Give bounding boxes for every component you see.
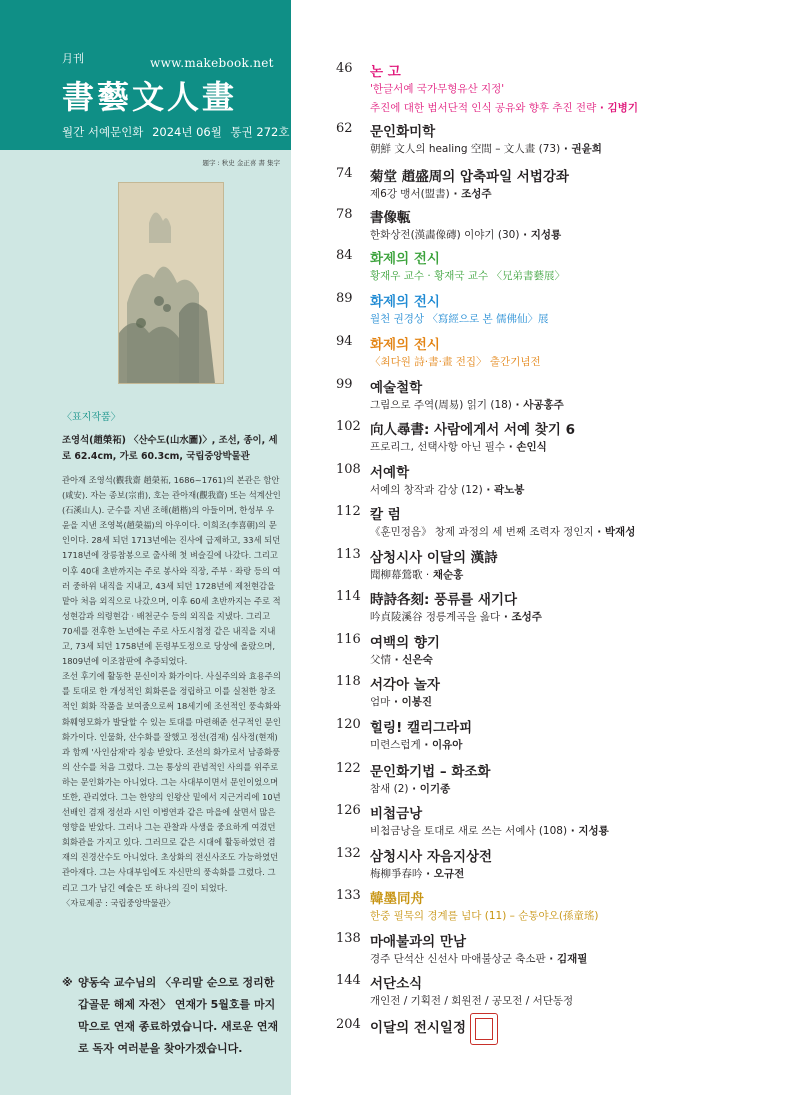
toc-section-title: 화제의 전시	[370, 251, 440, 267]
toc-section-title: 삼청시사 이달의 漢詩	[370, 550, 498, 566]
toc-section-title: 向人尋書: 사람에게서 서예 찾기 6	[370, 422, 575, 438]
toc-article-subtitle	[370, 354, 541, 369]
toc-page-number: 138	[336, 931, 361, 946]
toc-article-subtitle	[370, 694, 432, 709]
toc-subtitle-text: 吟貞陵溪谷 정릉계곡을 읊다	[370, 611, 501, 623]
toc-page-number: 133	[336, 888, 361, 903]
cover-painting-image	[118, 182, 224, 384]
toc-subtitle-text: 경주 단석산 신선사 마애불상군 축소판	[370, 953, 546, 965]
toc-subtitle-text: '한글서예 국가무형유산 지정'	[370, 83, 505, 95]
masthead	[0, 0, 291, 150]
cover-heading: 〈표지작품〉	[62, 412, 121, 423]
toc-subtitle-text: 참새 (2)	[370, 783, 409, 795]
toc-author: · 지성룡	[519, 229, 562, 241]
toc-author: 채순홍	[429, 569, 464, 581]
toc-section-title: 마애불과의 만남	[370, 934, 466, 950]
toc-page-number: 204	[336, 1017, 361, 1032]
toc-subtitle-text: 서예의 창작과 감상 (12)	[370, 484, 483, 496]
toc-page-number: 108	[336, 462, 361, 477]
toc-article-subtitle	[370, 524, 635, 539]
toc-subtitle-text: 황재우 교수 · 황재국 교수 〈兄弟書藝展〉	[370, 270, 565, 282]
toc-section-title: 칼 럼	[370, 507, 401, 523]
toc-section-title: 서각아 놀자	[370, 677, 440, 693]
toc-article-subtitle	[370, 908, 599, 923]
landscape-painting-icon	[119, 183, 223, 383]
toc-author: · 김재필	[545, 953, 588, 965]
toc-section-title: 화제의 전시	[370, 294, 440, 310]
toc-section-title: 韓墨同舟	[370, 891, 424, 907]
toc-page-number: 113	[336, 547, 361, 562]
toc-author: · 이봉진	[390, 696, 433, 708]
toc-section-title: 화제의 전시	[370, 337, 440, 353]
toc-section-title: 書像甎	[370, 210, 411, 226]
toc-section-title: 여백의 향기	[370, 635, 440, 651]
toc-article-subtitle	[370, 186, 492, 201]
toc-section-title: 時詩各刻: 풍류를 새기다	[370, 592, 518, 608]
toc-subtitle-text: 제6강 맹서(盟書)	[370, 188, 450, 200]
toc-article-subtitle	[370, 439, 547, 454]
toc-subtitle-text: 미련스럽게	[370, 739, 421, 751]
toc-subtitle-text: 한중 필묵의 경계를 넘다 (11) – 순통야오(孫童瑤)	[370, 910, 599, 922]
title-calligraphy-credit: 題字 : 秋史 金正喜 書 集字	[202, 159, 280, 167]
toc-page-number: 62	[336, 121, 353, 136]
toc-subtitle-text: 프로리그, 선택사항 아닌 필수	[370, 441, 506, 453]
toc-subtitle-text: 한화상전(漢畵像磚) 이야기 (30)	[370, 229, 520, 241]
toc-author: · 조성주	[449, 188, 492, 200]
toc-author: · 박재성	[593, 526, 636, 538]
toc-subtitle-text: 그림으로 주역(周易) 읽기 (18)	[370, 399, 512, 411]
issue-line	[62, 124, 294, 140]
toc-article-subtitle	[370, 482, 524, 497]
toc-article-subtitle	[370, 823, 609, 838]
toc-author: · 곽노봉	[482, 484, 525, 496]
toc-author: · 조성주	[500, 611, 542, 623]
toc-page-number: 46	[336, 61, 353, 76]
toc-page-number: 99	[336, 377, 353, 392]
toc-article-subtitle	[370, 227, 561, 242]
toc-subtitle-text: 월천 권경상 〈寫經으로 본 儒佛仙〉展	[370, 313, 549, 325]
toc-subtitle-text: 비첩금낭을 토대로 새로 쓰는 서예사 (108)	[370, 825, 568, 837]
toc-section-title: 문인화기법 – 화조화	[370, 764, 491, 780]
cover-paragraph-2: 조선 후기에 활동한 문신이자 화가이다. 사실주의와 효용주의를 토대로 한 개성적인 회화론을 정립하고 이를 실천한 창조적인 회화 작품을 보여줌으로써 18세기에 조선적인 풍속화와 화훼영모화가 발달할 수 있는 토대를 마련해준 선구적인 문인화가이다. 인물화, 산수화를 잘했고 정선(겸재) 심사정(현재)과 함께 '사인삼재'라 칭송 받았다. 조선의 화가로서 남종화풍의 산수를 처음 그렸다. 그는 통상의 관념적인 사의를 위주로 하는 문인화가는 아니었다. 그는 사대부이면서 문인이었으며 또한, 관리였다. 그는 한양의 인왕산 밑에서 지근거리에 10년 선배인 겸재 정선과 시인 이병연과 같은 마을에 살면서 많은 영향을 받았다. 그러나 그는 관찰과 사생을 중요하게 여겼던 회화관을 가지고 있다. 그러므로 같은 시대에 활동하였던 겸재의 진경산수도 아니었다. 초상화의 전신사조도 가능하였던 관아재다. 그는 사대부임에도 자신만의 풍속화를 그렸다. 그리고 그가 남긴 예술은 또 하나의 길이 되었다.	[62, 671, 281, 893]
toc-author: · 이유아	[420, 739, 463, 751]
toc-subtitle-text: 梅柳爭春吟	[370, 868, 423, 880]
toc-author: · 손인식	[505, 441, 547, 453]
toc-section-title: 서예학	[370, 465, 410, 481]
issue-date: 2024년 06월	[152, 125, 222, 139]
toc-section-title: 예술철학	[370, 380, 423, 396]
toc-article-subtitle	[370, 81, 504, 96]
toc-article-subtitle	[370, 781, 450, 796]
toc-article-subtitle	[370, 311, 549, 326]
toc-page-number: 116	[336, 632, 361, 647]
toc-page-number: 126	[336, 803, 361, 818]
cover-source: 〈자료제공 : 국립중앙박물관〉	[62, 897, 175, 908]
toc-section-title: 논 고	[370, 64, 401, 80]
monthly-label: 月刊	[62, 52, 84, 65]
toc-page-number: 132	[336, 846, 361, 861]
toc-article-subtitle	[370, 866, 464, 881]
toc-section-title: 菊堂 趙盛周의 압축파일 서법강좌	[370, 169, 569, 185]
toc-subtitle-text: 추진에 대한 범서단적 인식 공유와 향후 추진 전략	[370, 102, 597, 114]
toc-article-subtitle	[370, 951, 587, 966]
toc-section-title: 삼청시사 자음지상전	[370, 849, 493, 865]
toc-subtitle-text: 父情	[370, 654, 391, 666]
toc-author: · 김병기	[596, 102, 638, 114]
toc-author: · 지성룡	[567, 825, 609, 837]
toc-section-title: 문인화미학	[370, 124, 436, 140]
toc-article-subtitle	[370, 567, 463, 582]
notice-box	[62, 972, 284, 1060]
toc-article-subtitle	[370, 652, 433, 667]
red-seal-stamp-icon	[470, 1013, 498, 1045]
toc-page-number: 118	[336, 674, 361, 689]
issue-magazine-name: 월간 서예문인화	[62, 125, 144, 139]
toc-page-number: 114	[336, 589, 361, 604]
toc-article-subtitle	[370, 737, 462, 752]
toc-page-number: 94	[336, 334, 353, 349]
toc-subtitle-text: 聞柳幕鶯歌 ·	[370, 569, 430, 581]
magazine-logo-text: 書藝文人畫	[62, 78, 238, 116]
toc-page-number: 144	[336, 973, 361, 988]
toc-author: · 이기종	[408, 783, 451, 795]
toc-section-title: 이달의 전시일정	[370, 1020, 466, 1036]
left-panel	[0, 0, 291, 1095]
toc-section-title: 비첩금낭	[370, 806, 423, 822]
toc-author: · 사공홍주	[511, 399, 564, 411]
toc-page-number: 112	[336, 504, 361, 519]
toc-subtitle-text: 개인전 / 기획전 / 회원전 / 공모전 / 서단동정	[370, 995, 574, 1007]
toc-page-number: 102	[336, 419, 361, 434]
toc-author: · 권윤희	[560, 143, 602, 155]
cover-paragraph-1: 관아재 조영석(觀我齋 趙榮祏, 1686~1761)의 본관은 함안(咸安). 자는 종보(宗甫), 호는 관아재(觀我齋) 또는 석계산인(石溪山人). 군수를 지낸 조해(趙楷)의 아들이며, 한성부 우윤을 지낸 조영복(趙榮福)의 아우이다. 이희조(李喜朝)의 문인이다. 28세 되던 1713년에는 진사에 급제하고, 33세 되던 1718년에 장릉참봉으로 출사해 첫 벼슬길에 나갔다. 그리고 이후 40대 초반까지는 주로 봉사와 직장, 주부 · 좌랑 등의 여러 중하위 내직을 지내고, 43세 되던 1728년에 제천현감을 맡아 처음 외직으로 나갔으며, 이후 60세 초반까지는 주로 적성현감과 의령현감 · 배천군수 등의 외직을 지냈다. 그리고 70세를 전후한 노년에는 주로 사도시첨정 같은 내직을 지내고, 73세 되던 1758년에 돈령부도정으로 당상에 올랐으며, 1809년에 이조참판에 추증되었다.	[62, 475, 281, 667]
toc-article-subtitle	[370, 993, 573, 1008]
toc-section-title: 힐링! 캘리그라피	[370, 720, 473, 736]
toc-subtitle-text: 엄마	[370, 696, 391, 708]
toc-page-number: 120	[336, 717, 361, 732]
toc-article-subtitle	[370, 268, 565, 283]
toc-article-subtitle-line2	[370, 100, 638, 115]
toc-author: · 오규전	[422, 868, 465, 880]
toc-article-subtitle	[370, 609, 542, 624]
toc-subtitle-text: 《훈민정음》 창제 과정의 세 번째 조력자 정인지	[370, 526, 594, 538]
notice-text: 양동숙 교수님의 〈우리말 순으로 정리한 갑골문 해제 자전〉 연재가 5월호를 마지막으로 연재 종료하였습니다. 새로운 연재로 독자 여러분을 찾아가겠습니다.	[78, 976, 279, 1055]
toc-subtitle-text: 朝鮮 文人의 healing 空間 – 文人畫 (73)	[370, 143, 561, 155]
toc-author: · 신은숙	[391, 654, 433, 666]
toc-page-number: 89	[336, 291, 353, 306]
website-url[interactable]: www.makebook.net	[150, 56, 274, 70]
toc-subtitle-text: 〈최다원 詩·書·畫 전집〉 출간기념전	[370, 356, 541, 368]
toc-page-number: 78	[336, 207, 353, 222]
notice-mark: ※	[62, 976, 73, 989]
toc-page-number: 74	[336, 166, 353, 181]
cover-title: 조영석(趙榮祏) 〈산수도(山水圖)〉, 조선, 종이, 세로 62.4cm, 가로 60.3cm, 국립중앙박물관	[62, 435, 278, 462]
toc-page-number: 84	[336, 248, 353, 263]
toc-article-subtitle	[370, 141, 602, 156]
cover-caption	[62, 408, 282, 911]
toc-page-number: 122	[336, 761, 361, 776]
issue-number: 통권 272호	[230, 125, 290, 139]
toc-section-title: 서단소식	[370, 976, 423, 992]
toc-article-subtitle	[370, 397, 564, 412]
